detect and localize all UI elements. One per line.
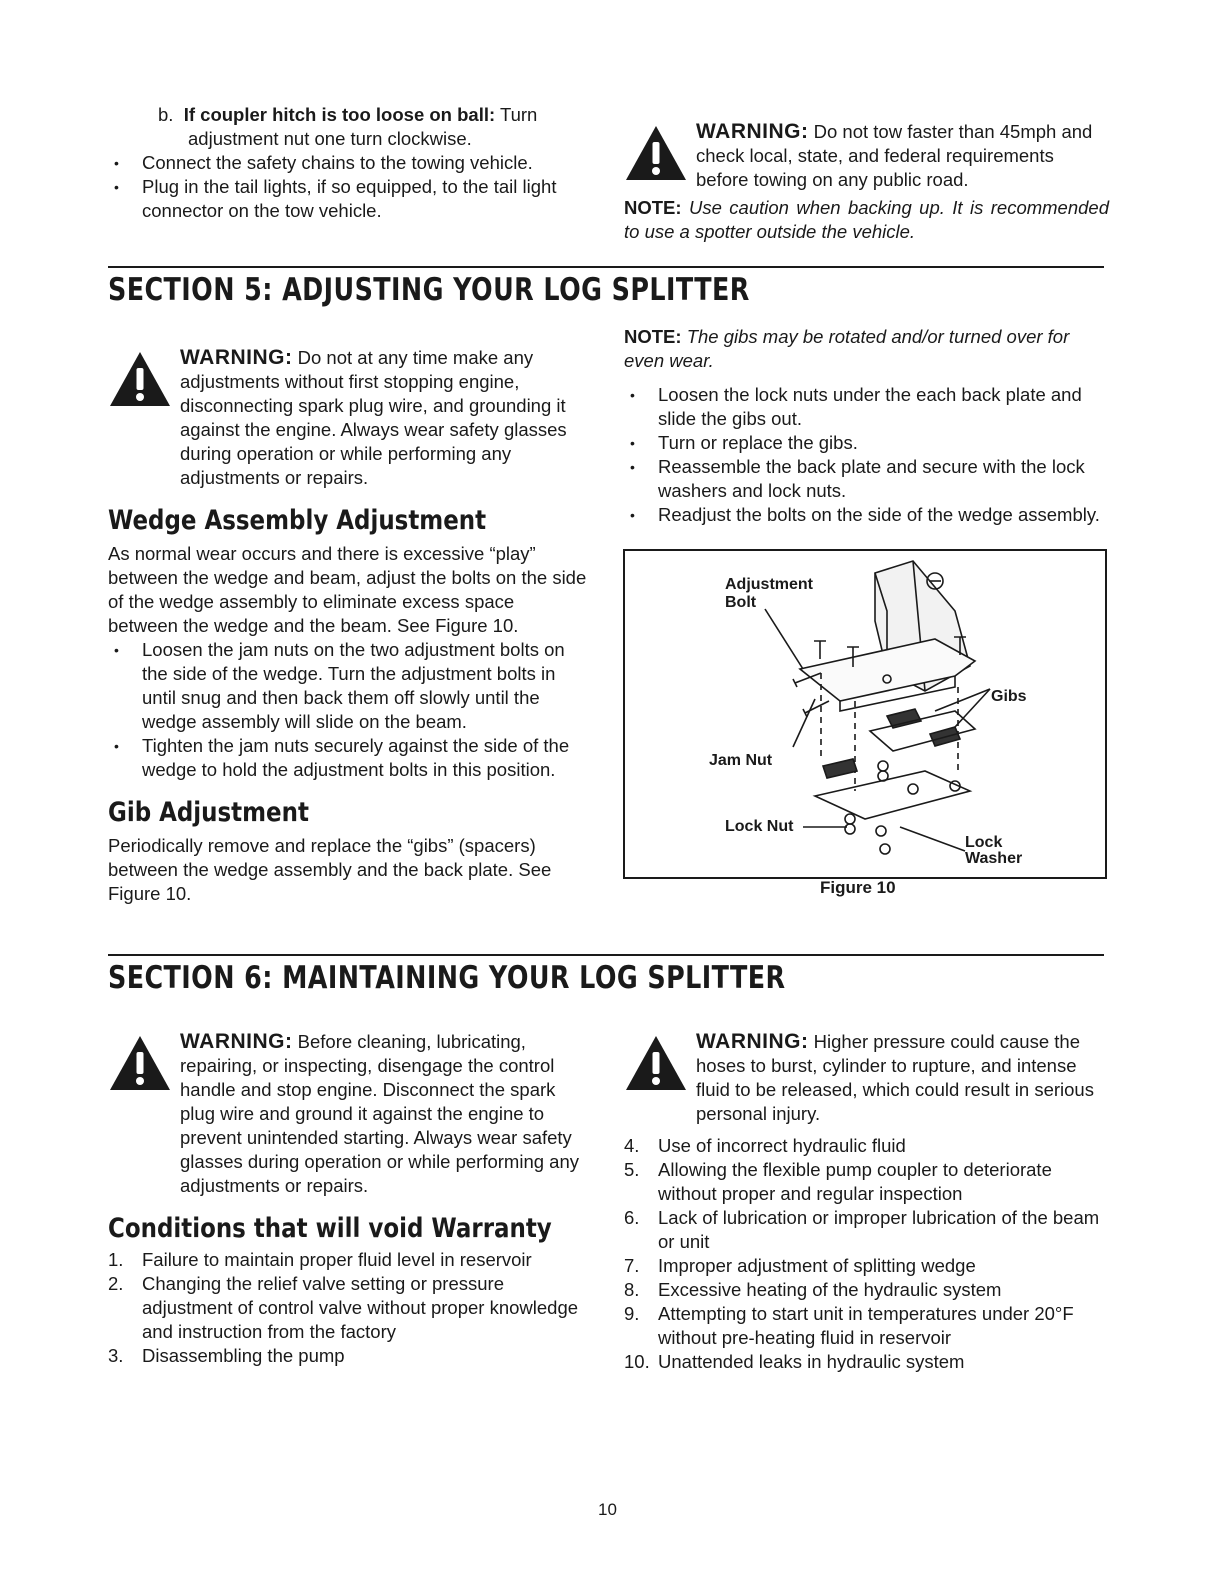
hitch-step-text: Turn adjustment nut one turn clockwise.: [188, 104, 538, 149]
list-item: • Connect the safety chains to the towing vehicle.: [108, 151, 593, 175]
list-text: Excessive heating of the hydraulic system: [658, 1279, 1002, 1300]
adjustment-warning: [108, 346, 588, 490]
list-text: Failure to maintain proper fluid level in reservoir: [142, 1249, 532, 1270]
label-jam-nut: Jam Nut: [709, 752, 773, 769]
warning-label: WARNING:: [696, 120, 809, 143]
top-right-column: [624, 120, 1109, 244]
warning-label: WARNING:: [180, 346, 293, 369]
list-item: [624, 1302, 1109, 1350]
label-washer: Washer: [965, 850, 1023, 867]
list-item: [624, 1158, 1109, 1206]
svg-text:Washer: [965, 850, 1022, 867]
gib-paragraph: Periodically remove and replace the “gibs” (spacers) between the wedge assembly and the back plate. See Figure 10.: [108, 835, 552, 904]
wedge-assembly-diagram: [625, 551, 1105, 877]
warning-triangle-icon: [108, 1034, 172, 1092]
label-gibs: Gibs: [991, 688, 1027, 705]
figure-10-box: [623, 549, 1107, 879]
wedge-bullets: [108, 638, 588, 782]
warning-triangle-icon: [624, 124, 688, 182]
warranty-heading: Conditions that will void Warranty: [108, 1213, 552, 1244]
svg-text:Jam Nut: [709, 752, 773, 769]
warning-label: WARNING:: [696, 1030, 809, 1053]
list-number: 8.: [624, 1279, 640, 1300]
note-text: The gibs may be rotated and/or turned over for even wear.: [624, 326, 1070, 371]
gibs-note: [624, 325, 1109, 373]
page-number: 10: [598, 1500, 617, 1519]
list-text: Allowing the flexible pump coupler to deteriorate without proper and regular inspection: [658, 1159, 1052, 1204]
list-item: • Reassemble the back plate and secure with the lock washers and lock nuts.: [624, 455, 1109, 503]
list-text: Lack of lubrication or improper lubrication of the beam or unit: [658, 1207, 1100, 1252]
hitch-step-bold: If coupler hitch is too loose on ball:: [183, 104, 496, 125]
gib-adjustment-heading: Gib Adjustment: [108, 797, 309, 828]
warning-text: Do not tow faster than 45mph and check local, state, and federal requirements before towing on any public road.: [696, 121, 1093, 190]
list-number: 1.: [108, 1249, 124, 1270]
list-item: [624, 1206, 1109, 1254]
list-item: • Plug in the tail lights, if so equipped, to the tail light connector on the tow vehicle.: [108, 175, 593, 223]
list-text: Improper adjustment of splitting wedge: [658, 1255, 976, 1276]
wedge-assembly-heading: Wedge Assembly Adjustment: [108, 505, 487, 536]
note-label: NOTE:: [624, 326, 682, 347]
list-item: • Loosen the lock nuts under the each back plate and slide the gibs out.: [624, 383, 1109, 431]
list-item: [624, 1134, 1109, 1158]
pressure-warning: [624, 1030, 1109, 1126]
warning-label: WARNING:: [180, 1030, 293, 1053]
warning-triangle-icon: [624, 1034, 688, 1092]
list-item: • Turn or replace the gibs.: [624, 431, 1109, 455]
section-5-left-column: [108, 346, 588, 906]
section-5-right-column: [624, 325, 1109, 527]
warranty-list-left: [108, 1248, 588, 1368]
list-item: [108, 1272, 588, 1344]
hitch-step-letter: b.: [158, 104, 174, 125]
warranty-list-right: [624, 1134, 1109, 1374]
list-text: Unattended leaks in hydraulic system: [658, 1351, 965, 1372]
warning-text: Before cleaning, lubricating, repairing, or inspecting, disengage the control handle and stop engine. Disconnect the spark plug wire and ground it against the engine to prevent unintended starting. Always wear safety glasses during operation or while performing any adjustments or repairs.: [180, 1031, 579, 1196]
towing-warning: [624, 120, 1109, 192]
list-item: • Loosen the jam nuts on the two adjustment bolts on the side of the wedge. Turn the adjustment bolts in until snug and then back them off slowly until the wedge assembly will slide on the beam.: [108, 638, 588, 734]
list-item: [108, 1344, 588, 1368]
top-left-column: [108, 103, 593, 223]
label-lock: Lock: [965, 834, 1003, 851]
label-adjustment: Adjustment: [725, 576, 813, 593]
label-lock-nut: Lock Nut: [725, 818, 794, 835]
list-number: 9.: [624, 1303, 640, 1324]
warning-text: Do not at any time make any adjustments without first stopping engine, disconnecting spark plug wire, and grounding it against the engine. Always wear safety glasses during operation or while performing any adjustments or repairs.: [180, 347, 567, 488]
list-item: [624, 1254, 1109, 1278]
section-5-title: SECTION 5: ADJUSTING YOUR LOG SPLITTER: [108, 272, 750, 308]
list-number: 6.: [624, 1207, 640, 1228]
warning-triangle-icon: [108, 350, 172, 408]
list-item: [624, 1350, 1109, 1374]
svg-text:Gibs: [991, 688, 1027, 705]
list-item: • Tighten the jam nuts securely against the side of the wedge to hold the adjustment bolts in this position.: [108, 734, 588, 782]
hitch-step: [108, 103, 593, 151]
wedge-paragraph: As normal wear occurs and there is excessive “play” between the wedge and beam, adjust the bolts on the side of the wedge assembly to eliminate excess space between the wedge and the beam. See Figure 10.: [108, 543, 587, 636]
list-item: [624, 1278, 1109, 1302]
list-number: 10.: [624, 1351, 650, 1372]
gib-steps: [624, 383, 1109, 527]
section-5-rule: [108, 266, 1104, 268]
note-label: NOTE:: [624, 197, 682, 218]
section-6-right-column: [624, 1030, 1109, 1374]
svg-text:Bolt: [725, 594, 757, 611]
towing-bullets: [108, 151, 593, 223]
list-text: Changing the relief valve setting or pressure adjustment of control valve without proper knowledge and instruction from the factory: [142, 1273, 579, 1342]
list-number: 2.: [108, 1273, 124, 1294]
list-number: 4.: [624, 1135, 640, 1156]
list-item: [108, 1248, 588, 1272]
svg-text:Lock: [965, 834, 1002, 851]
list-number: 7.: [624, 1255, 640, 1276]
note-text: Use caution when backing up. It is recommended to use a spotter outside the vehicle.: [624, 197, 1109, 242]
list-text: Use of incorrect hydraulic fluid: [658, 1135, 906, 1156]
list-item: • Readjust the bolts on the side of the wedge assembly.: [624, 503, 1109, 527]
maintenance-warning: [108, 1030, 588, 1198]
label-bolt: Bolt: [725, 594, 757, 611]
list-number: 5.: [624, 1159, 640, 1180]
section-6-rule: [108, 954, 1104, 956]
svg-text:Lock Nut: [725, 818, 794, 835]
list-text: Attempting to start unit in temperatures under 20°F without pre-heating fluid in reservoir: [658, 1303, 1074, 1348]
warning-text: Higher pressure could cause the hoses to burst, cylinder to rupture, and intense fluid to be released, which could result in serious personal injury.: [696, 1031, 1094, 1124]
backing-note: [624, 196, 1109, 244]
list-number: 3.: [108, 1345, 124, 1366]
list-text: Disassembling the pump: [142, 1345, 345, 1366]
figure-10-caption: Figure 10: [820, 878, 896, 897]
section-6-title: SECTION 6: MAINTAINING YOUR LOG SPLITTER: [108, 960, 786, 996]
section-6-left-column: [108, 1030, 588, 1368]
svg-text:Adjustment: [725, 576, 814, 593]
